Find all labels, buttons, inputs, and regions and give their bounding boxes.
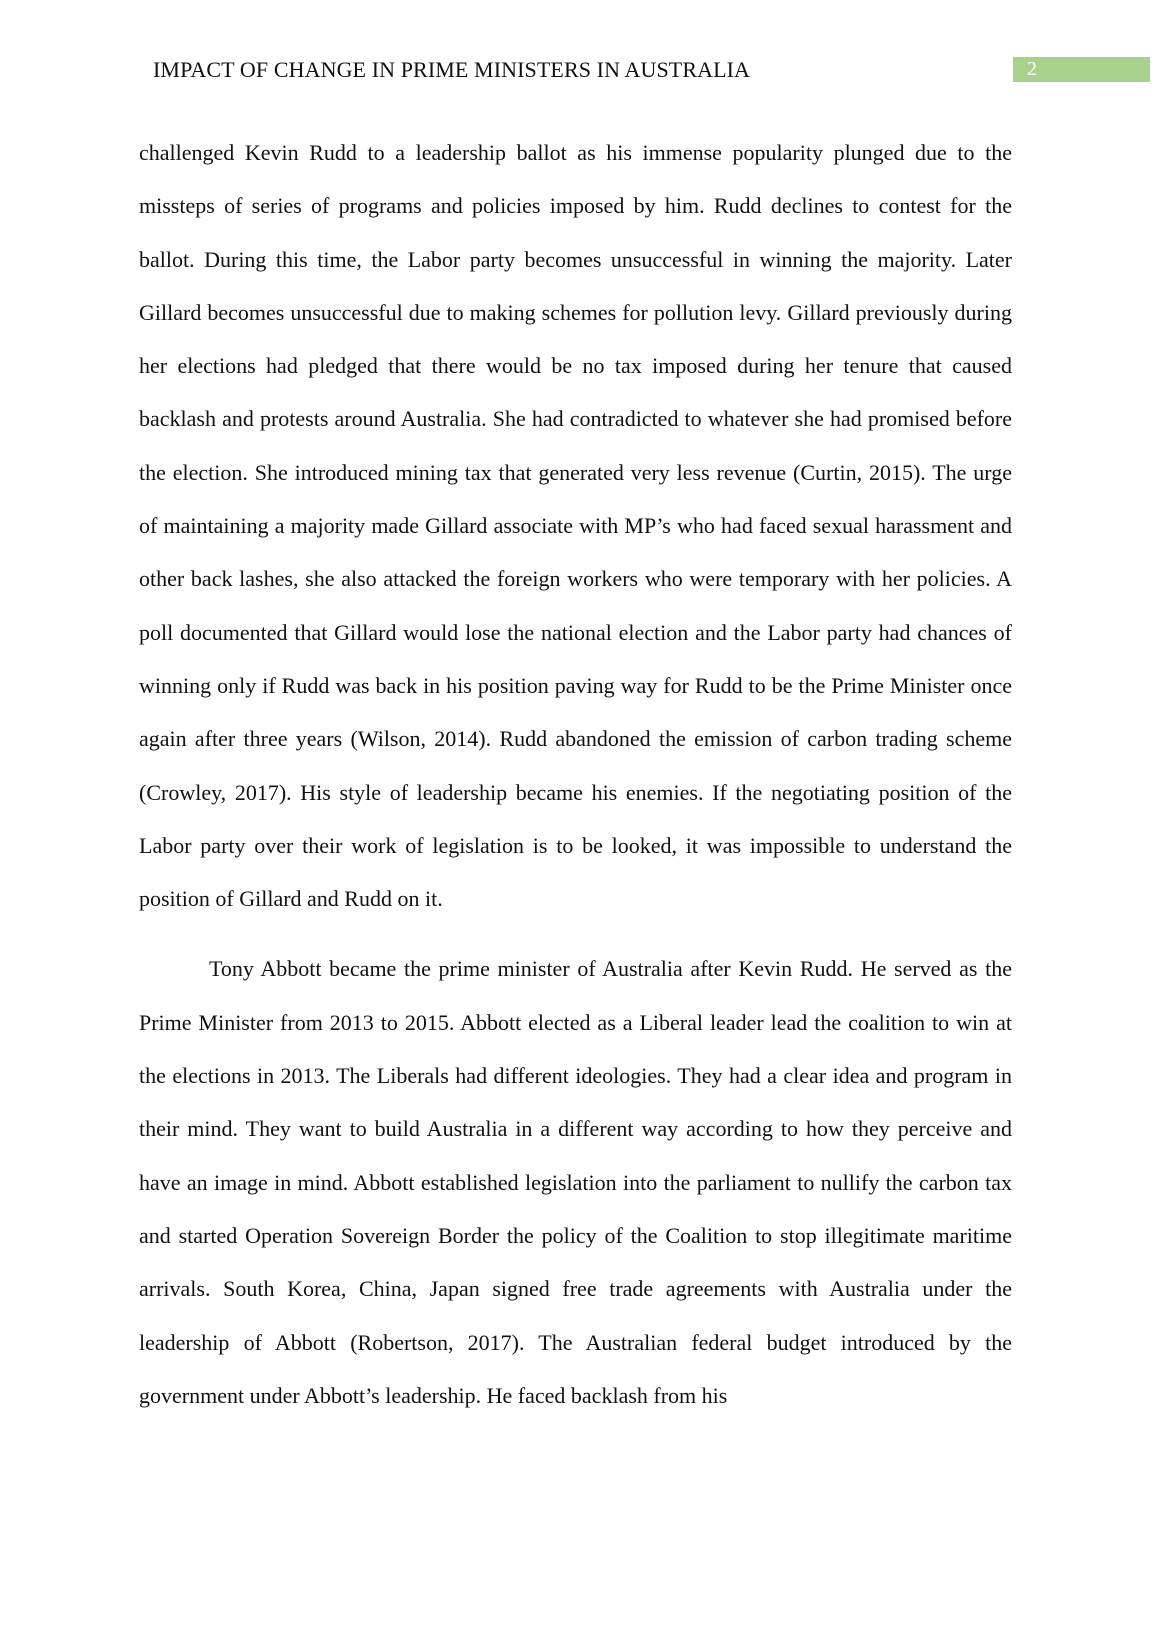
- paragraph-tony-abbott: Tony Abbott became the prime minister of Australia after Kevin Rudd. He served as the Prime Minister from 2013 to 2015. Abbott elected as a Liberal leader lead the coalition to win at the elections in 2013. The Liberals had different ideologies. They had a clear idea and program in their mind. They want to build Australia in a different way according to how they perceive and have an image in mind. Abbott established legislation into the parliament to nullify the carbon tax and started Operation Sovereign Border the policy of the Coalition to stop illegitimate maritime arrivals. South Korea, China, Japan signed free trade agreements with Australia under the leadership of Abbott (Robertson, 2017). The Australian federal budget introduced by the government under Abbott’s leadership. He faced backlash from his: [139, 956, 1012, 1408]
- page-number: 2: [1027, 58, 1037, 80]
- body-text: [139, 126, 1012, 1422]
- paragraph-continued: challenged Kevin Rudd to a leadership ballot as his immense popularity plunged due to the missteps of series of programs and policies imposed by him. Rudd declines to contest for the ballot. During this time, the Labor party becomes unsuccessful in winning the majority. Later Gillard becomes unsuccessful due to making schemes for pollution levy. Gillard previously during her elections had pledged that there would be no tax imposed during her tenure that caused backlash and protests around Australia. She had contradicted to whatever she had promised before the election. She introduced mining tax that generated very less revenue (Curtin, 2015). The urge of maintaining a majority made Gillard associate with MP’s who had faced sexual harassment and other back lashes, she also attacked the foreign workers who were temporary with her policies. A poll documented that Gillard would lose the national election and the Labor party had chances of winning only if Rudd was back in his position paving way for Rudd to be the Prime Minister once again after three years (Wilson, 2014). Rudd abandoned the emission of carbon trading scheme (Crowley, 2017). His style of leadership became his enemies. If the negotiating position of the Labor party over their work of legislation is to be looked, it was impossible to understand the position of Gillard and Rudd on it.: [139, 140, 1012, 912]
- page-number-box: [1013, 57, 1150, 82]
- running-head: IMPACT OF CHANGE IN PRIME MINISTERS IN AUSTRALIA: [153, 57, 751, 82]
